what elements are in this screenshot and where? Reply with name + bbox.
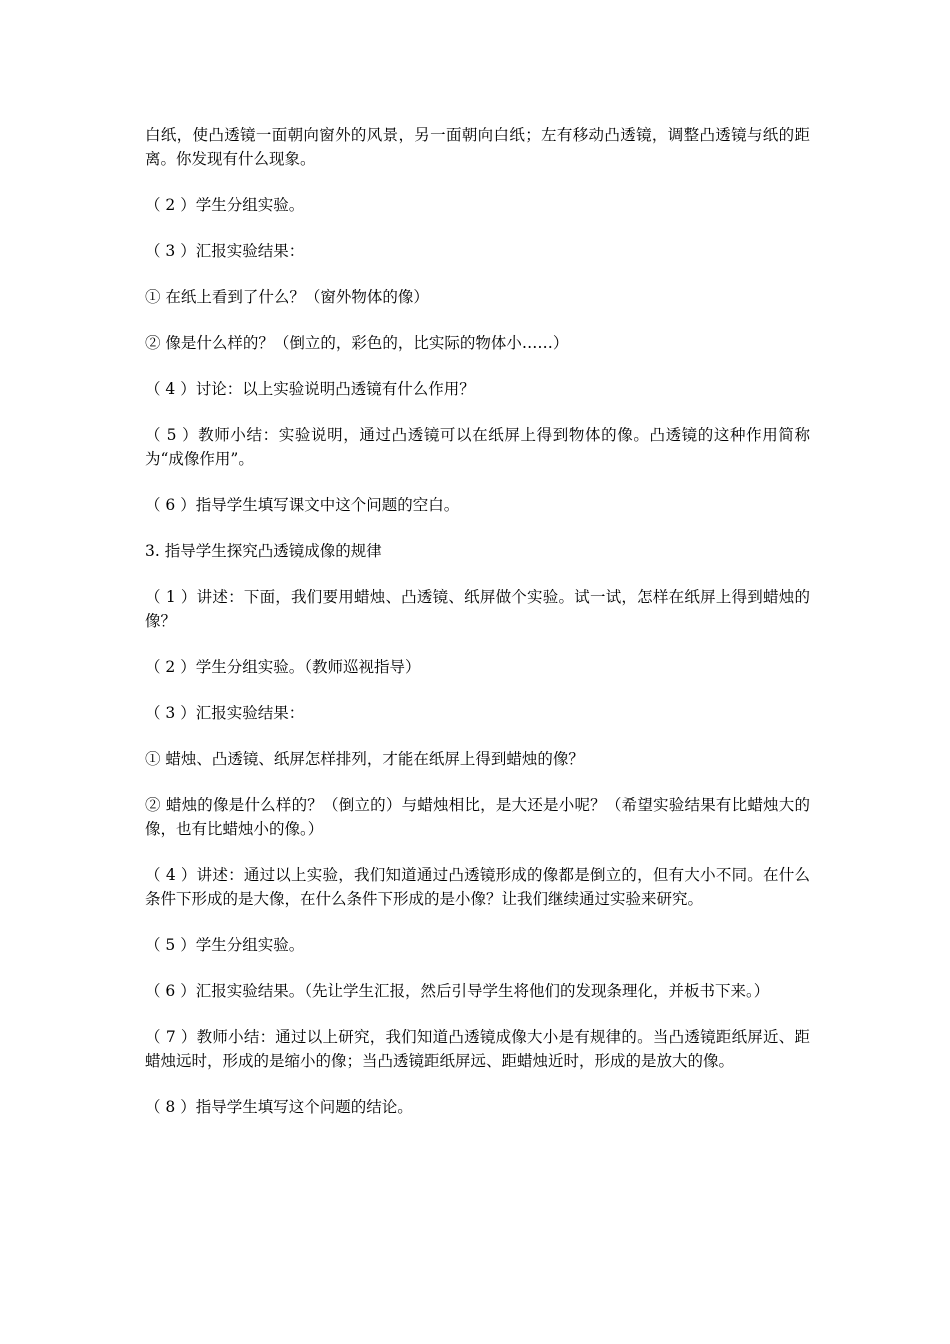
paragraph-s3-step-4: （ 4 ）讲述：通过以上实验，我们知道通过凸透镜形成的像都是倒立的，但有大小不同。在什么条件下形成的是大像，在什么条件下形成的是小像？让我们继续通过实验来研究。 <box>145 866 810 908</box>
paragraph-result-2: ② 像是什么样的？（倒立的，彩色的，比实际的物体小……） <box>145 334 569 352</box>
paragraph-s3-result-1: ① 蜡烛、凸透镜、纸屏怎样排列，才能在纸屏上得到蜡烛的像？ <box>145 750 584 768</box>
paragraph-step-2: （ 2 ）学生分组实验。 <box>145 196 305 214</box>
paragraph-s3-step-2: （ 2 ）学生分组实验。（教师巡视指导） <box>145 658 421 676</box>
paragraph-s3-step-5: （ 5 ）学生分组实验。 <box>145 936 305 954</box>
paragraph-s3-step-7: （ 7 ）教师小结：通过以上研究，我们知道凸透镜成像大小是有规律的。当凸透镜距纸屏近、距蜡烛远时，形成的是缩小的像；当凸透镜距纸屏远、距蜡烛近时，形成的是放大的像。 <box>145 1028 810 1070</box>
paragraph-s3-step-3: （ 3 ）汇报实验结果： <box>145 704 305 722</box>
paragraph-step-6: （ 6 ）指导学生填写课文中这个问题的空白。 <box>145 496 460 514</box>
paragraph-s3-step-8: （ 8 ）指导学生填写这个问题的结论。 <box>145 1098 413 1116</box>
paragraph-result-1: ① 在纸上看到了什么？（窗外物体的像） <box>145 288 429 306</box>
document-page <box>145 123 810 1141</box>
section-heading-3: 3. 指导学生探究凸透镜成像的规律 <box>145 542 382 560</box>
paragraph-s3-step-1: （ 1 ）讲述：下面，我们要用蜡烛、凸透镜、纸屏做个实验。试一试，怎样在纸屏上得到蜡烛的像？ <box>145 588 810 630</box>
paragraph-step-5: （ 5 ）教师小结：实验说明，通过凸透镜可以在纸屏上得到物体的像。凸透镜的这种作用简称为“成像作用”。 <box>145 426 810 468</box>
paragraph-intro-continued: 白纸，使凸透镜一面朝向窗外的风景，另一面朝向白纸；左有移动凸透镜，调整凸透镜与纸的距离。你发现有什么现象。 <box>145 126 810 168</box>
paragraph-step-3: （ 3 ）汇报实验结果： <box>145 242 305 260</box>
paragraph-step-4: （ 4 ）讨论：以上实验说明凸透镜有什么作用？ <box>145 380 475 398</box>
paragraph-s3-result-2: ② 蜡烛的像是什么样的？（倒立的）与蜡烛相比，是大还是小呢？（希望实验结果有比蜡烛大的像，也有比蜡烛小的像。） <box>145 796 810 838</box>
paragraph-s3-step-6: （ 6 ）汇报实验结果。（先让学生汇报，然后引导学生将他们的发现条理化，并板书下来。） <box>145 982 770 1000</box>
